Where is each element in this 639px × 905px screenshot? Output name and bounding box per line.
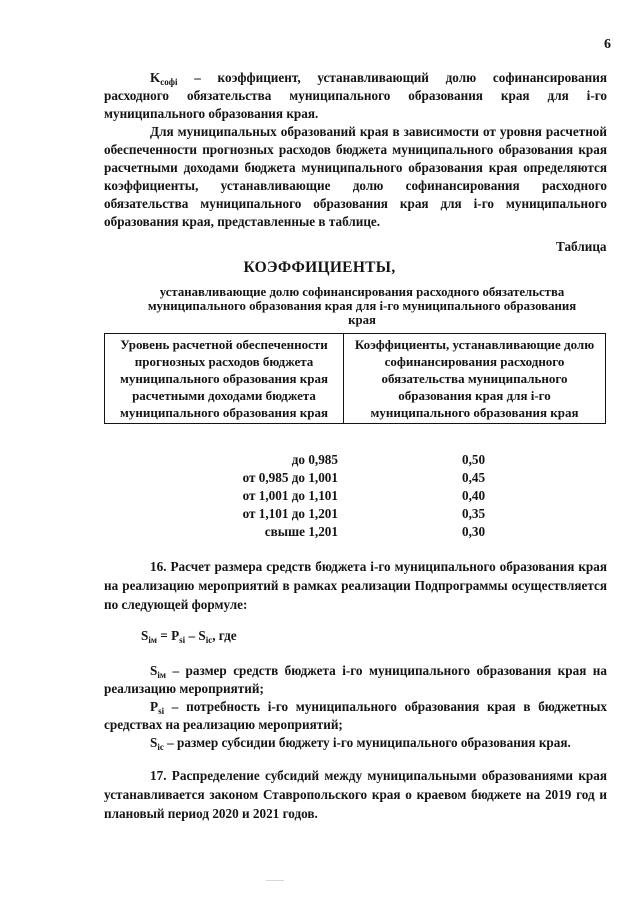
- formula-tail: , где: [212, 628, 237, 643]
- formula-lhs-sub: iм: [148, 635, 157, 645]
- def-sub: iм: [157, 670, 166, 680]
- def-sub: ic: [157, 742, 164, 752]
- definition-need: [104, 698, 607, 734]
- table-subtitle: устанавливающие долю софинансирования расходного обязательства муниципального образования края для і-го муниципального образования края: [147, 285, 577, 327]
- coefficient-symbol: K: [150, 70, 161, 85]
- table-row: [104, 469, 606, 487]
- row-value: 0,30: [462, 524, 486, 539]
- coefficients-table-rows: [104, 451, 606, 541]
- section-16-paragraph: 16. Расчет размера средств бюджета і-го муниципального образования края на реализацию мероприятий в рамках реализации Подпрограммы осуществляется по следующей формуле:: [104, 559, 607, 612]
- formula-eq: = P: [156, 628, 180, 643]
- table-row: [104, 523, 606, 541]
- table-title: КОЭФФИЦИЕНТЫ,: [243, 259, 396, 276]
- row-value: 0,40: [462, 488, 486, 503]
- def-symbol: P: [150, 699, 159, 714]
- def-symbol: S: [150, 735, 158, 750]
- coefficients-table-header: [104, 333, 606, 424]
- formula-minus: – S: [185, 628, 206, 643]
- table-row: [104, 451, 606, 469]
- def-text: – потребность і-го муниципального образования края в бюджетных средствах на реализацию мероприятий;: [104, 699, 607, 732]
- formula: [141, 628, 237, 644]
- coefficient-definition-text: – коэффициент, устанавливающий долю софинансирования расходного обязательства муниципального образования края для і-го муниципального образования края.: [104, 70, 607, 121]
- row-level: от 1,101 до 1,201: [242, 506, 338, 521]
- formula-s-sub: ic: [205, 635, 213, 645]
- row-level: свыше 1,201: [264, 524, 338, 539]
- definition-subsidy: [104, 734, 607, 752]
- table-label: Таблица: [556, 239, 607, 254]
- table-row: [104, 487, 606, 505]
- formula-p-sub: si: [179, 635, 186, 645]
- table-row: [104, 505, 606, 523]
- row-value: 0,45: [462, 470, 486, 485]
- formula-lhs: S: [141, 628, 149, 643]
- def-text: – размер средств бюджета і-го муниципального образования края на реализацию мероприятий;: [104, 663, 607, 696]
- page-number: 6: [604, 37, 611, 52]
- row-value: 0,35: [462, 506, 486, 521]
- row-value: 0,50: [462, 452, 486, 467]
- scan-mark: [266, 880, 284, 881]
- row-level: до 0,985: [291, 452, 338, 467]
- row-level: от 1,001 до 1,101: [242, 488, 338, 503]
- def-text: – размер субсидии бюджету і-го муниципального образования края.: [163, 735, 571, 750]
- def-symbol: S: [150, 663, 158, 678]
- coefficients-intro-paragraph: Для муниципальных образований края в зависимости от уровня расчетной обеспеченности прогнозных расходов бюджета муниципального образования края расчетными доходами бюджета муниципального образования края определяются коэффициенты, устанавливающие долю софинансирования расходного обязательства муниципального образования края для і-го муниципального образования края, представленные в таблице.: [104, 124, 607, 229]
- header-coefficient: Коэффициенты, устанавливающие долю софинансирования расходного обязательства муниципального образования края для і-го муниципального образования края: [344, 334, 606, 424]
- def-sub: si: [158, 706, 165, 716]
- header-level: Уровень расчетной обеспеченности прогнозных расходов бюджета муниципального образования края расчетными доходами бюджета муниципального образования края: [105, 334, 344, 424]
- row-level: от 0,985 до 1,001: [242, 470, 338, 485]
- section-17-paragraph: 17. Распределение субсидий между муниципальными образованиями края устанавливается законом Ставропольского края о краевом бюджете на 2019 год и плановый период 2020 и 2021 годов.: [104, 768, 607, 821]
- coefficient-symbol-sub: софі: [160, 77, 178, 87]
- coefficient-definition: [104, 69, 607, 123]
- definition-budget-funds: [104, 662, 607, 698]
